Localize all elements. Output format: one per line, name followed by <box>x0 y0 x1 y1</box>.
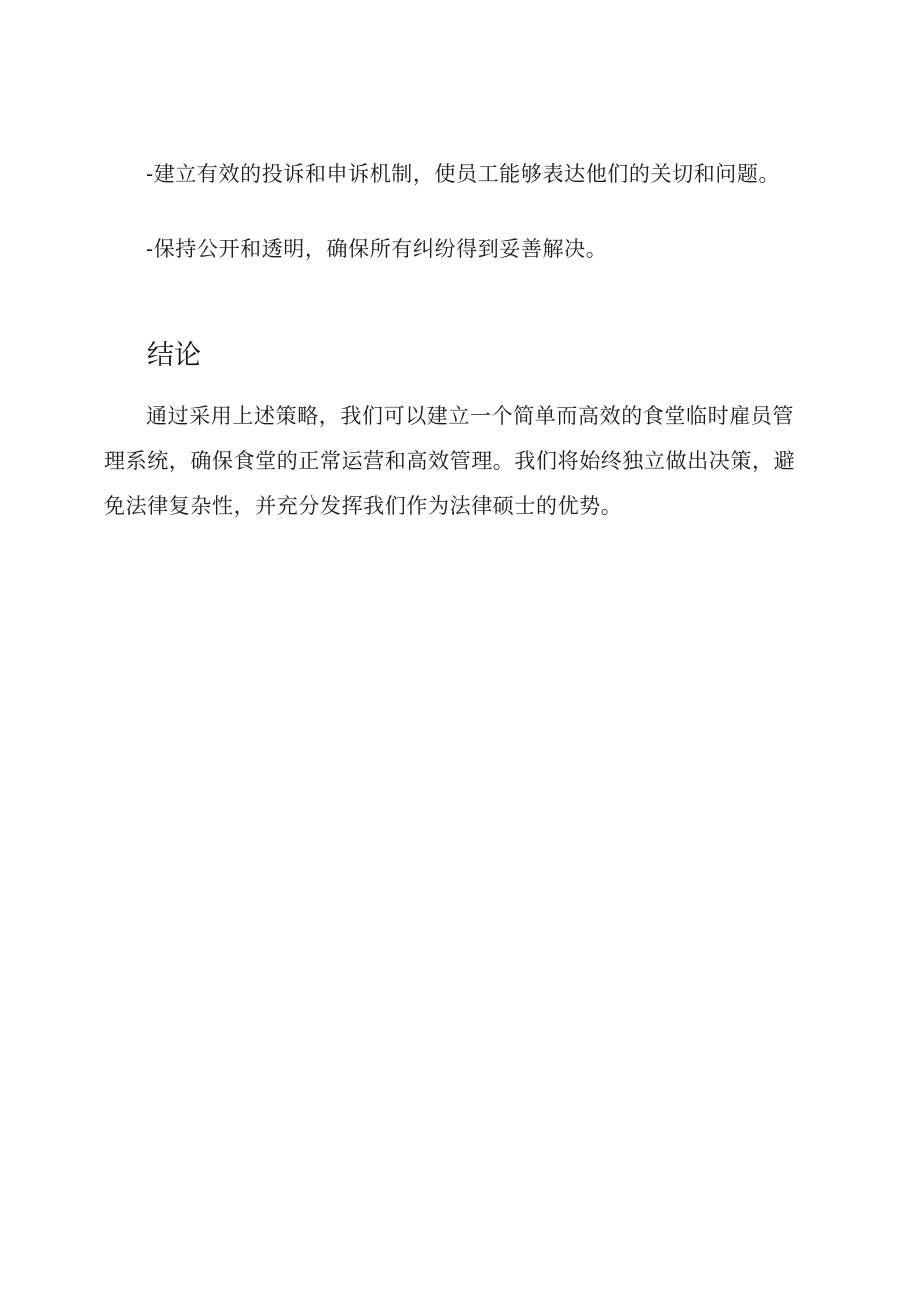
conclusion-paragraph: 通过采用上述策略，我们可以建立一个简单而高效的食堂临时雇员管理系统，确保食堂的正常运营和高效管理。我们将始终独立做出决策，避免法律复杂性，并充分发挥我们作为法律硕士的优势。 <box>104 404 796 518</box>
section-heading-conclusion: 结论 <box>147 340 201 371</box>
bullet-item-transparency: -保持公开和透明，确保所有纠纷得到妥善解决。 <box>146 237 608 261</box>
bullet-item-complaint-mechanism: -建立有效的投诉和申诉机制，使员工能够表达他们的关切和问题。 <box>146 162 781 186</box>
